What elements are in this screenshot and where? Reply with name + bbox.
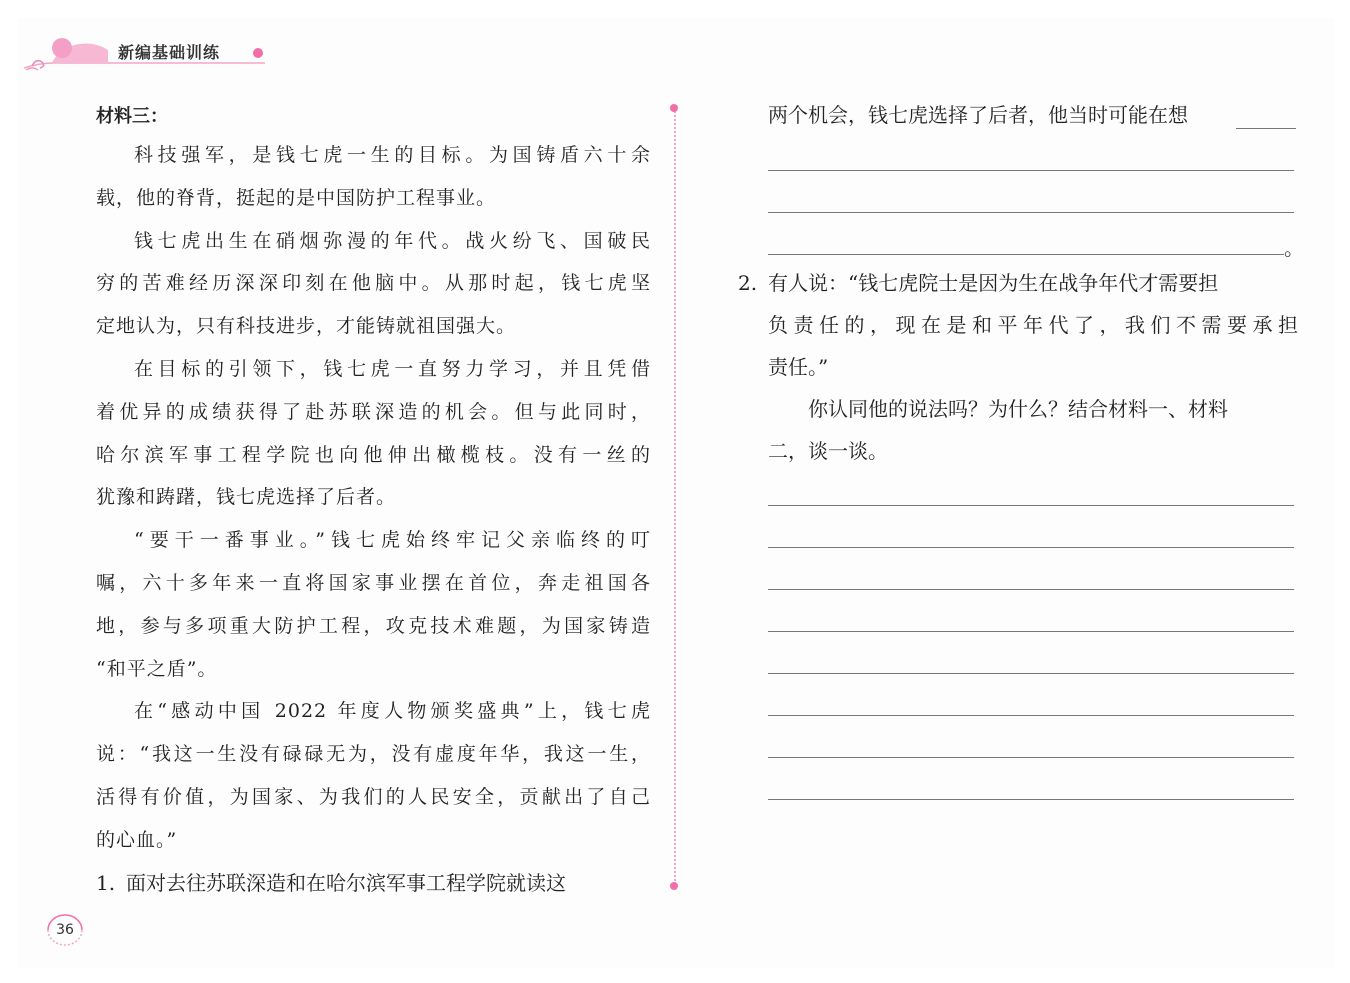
answer-line-q2[interactable]: [768, 673, 1294, 674]
question-text: 负责任的，现在是和平年代了，我们不需要承担: [768, 313, 1298, 337]
text-line: 嘱，六十多年来一直将国家事业摆在首位，奔走祖国各: [96, 571, 651, 594]
material-title: 材料三：: [96, 106, 168, 127]
question-number: 2.: [738, 271, 758, 295]
text-line: 活得有价值，为国家、为我们的人民安全，贡献出了自己: [96, 785, 651, 808]
text-line: 定地认为，只有科技进步，才能铸就祖国强大。: [96, 315, 517, 338]
question-1-continued: 两个机会，钱七虎选择了后者，他当时可能在想: [768, 103, 1188, 127]
text-line: 科技强军，是钱七虎一生的目标。为国铸盾六十余: [134, 144, 651, 166]
paragraph-1: [96, 134, 651, 220]
column-divider: [674, 108, 676, 888]
question-text: 责任。”: [768, 355, 829, 379]
text-line: 说：“我这一生没有碌碌无为，没有虚度年华，我这一生，: [96, 743, 651, 766]
text-line: 在目标的引领下，钱七虎一直努力学习，并且凭借: [134, 357, 651, 380]
answer-line-q2[interactable]: [768, 799, 1294, 800]
text-line: 地，参与多项重大防护工程，攻克技术难题，为国家铸造: [96, 614, 651, 637]
answer-line-q1[interactable]: [768, 170, 1294, 171]
text-line: 在“感动中国 2022 年度人物颁奖盛典”上，钱七虎: [134, 700, 651, 723]
question-number: 1.: [96, 870, 116, 895]
text-line: 的心血。”: [96, 828, 178, 851]
question-2: [738, 262, 1298, 304]
text-line: 哈尔滨军事工程学院也向他伸出橄榄枝。没有一丝的: [96, 443, 651, 466]
paragraph-5: [96, 690, 651, 861]
text-line: 钱七虎出生在硝烟弥漫的年代。战火纷飞、国破民: [134, 229, 651, 252]
text-line: 载，他的脊背，挺起的是中国防护工程事业。: [96, 186, 497, 209]
text-line: “要干一番事业。”钱七虎始终牢记父亲临终的叮: [134, 529, 651, 552]
divider-dot-icon: [670, 882, 678, 890]
right-column: [738, 100, 1298, 472]
text-line: 穷的苦难经历深深印刻在他脑中。从那时起，钱七虎坚: [96, 272, 651, 295]
question-text: 面对去往苏联深造和在哈尔滨军事工程学院就读这: [126, 870, 566, 895]
answer-line-q1[interactable]: [768, 254, 1284, 255]
question-1: [96, 862, 651, 904]
divider-dot-icon: [670, 104, 678, 112]
text-line: “和平之盾”。: [96, 657, 218, 680]
answer-line-q2[interactable]: [768, 715, 1294, 716]
page-number-text: 36: [56, 922, 74, 938]
paragraph-2: [96, 220, 651, 348]
question-prompt: 二，谈一谈。: [768, 439, 888, 463]
end-mark: 。: [1284, 236, 1304, 260]
header-title: 新编基础训练: [118, 43, 221, 62]
text-line: 犹豫和踌躇，钱七虎选择了后者。: [96, 486, 397, 509]
paragraph-4: [96, 519, 651, 690]
paragraph-3: [96, 348, 651, 519]
answer-line-q2[interactable]: [768, 589, 1294, 590]
answer-line-q2[interactable]: [768, 631, 1294, 632]
answer-line-q2[interactable]: [768, 757, 1294, 758]
page-number: [44, 912, 86, 948]
left-column: [96, 100, 651, 904]
header-banner: [22, 32, 272, 74]
answer-line-q1[interactable]: [768, 212, 1294, 213]
text-line: 着优异的成绩获得了赴苏联深造的机会。但与此同时，: [96, 400, 651, 423]
question-text: 有人说：“钱七虎院士是因为生在战争年代才需要担: [768, 271, 1219, 295]
answer-line-q1[interactable]: [1236, 128, 1296, 129]
question-prompt: 你认同他的说法吗？为什么？结合材料一、材料: [808, 397, 1228, 421]
answer-line-q2[interactable]: [768, 505, 1294, 506]
answer-line-q2[interactable]: [768, 547, 1294, 548]
